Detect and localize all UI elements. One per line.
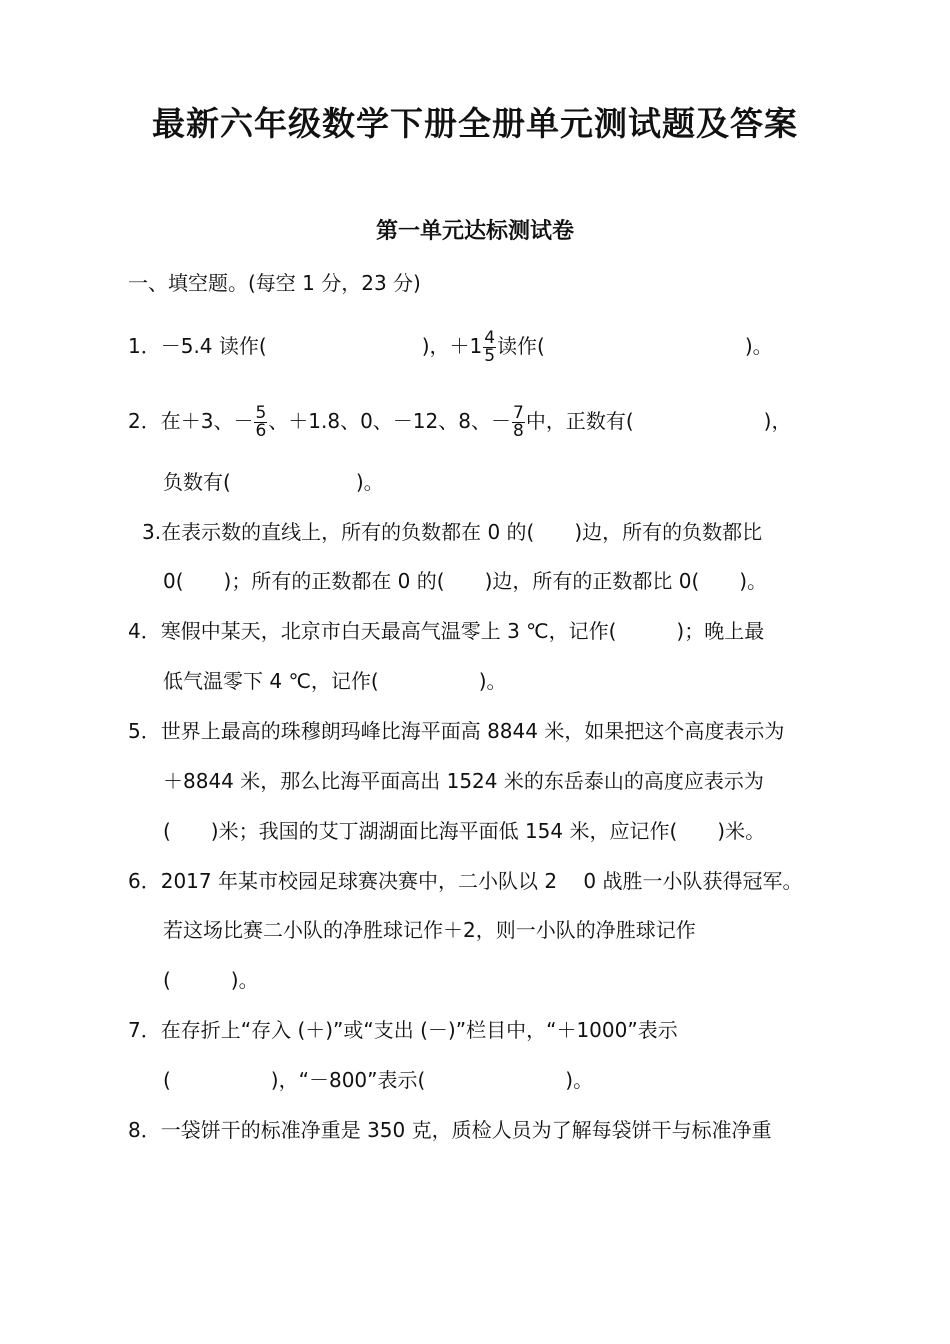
question-2 [128, 405, 791, 440]
question-5-line-1: 5．世界上最高的珠穆朗玛峰比海平面高 8844 米，如果把这个高度表示为 [128, 719, 785, 743]
q2-fraction-1-denominator: 6 [255, 421, 267, 441]
question-6-line-1: 6．2017 年某市校园足球赛决赛中，二小队以 2 0 战胜一小队获得冠军。 [128, 869, 803, 893]
q1-fraction-denominator: 5 [484, 346, 496, 366]
q2-fraction-1-numerator: 5 [255, 403, 267, 423]
question-8-line-1: 8．一袋饼干的标准净重是 350 克，质检人员为了解每袋饼干与标准净重 [128, 1118, 772, 1142]
question-6-line-2: 若这场比赛二小队的净胜球记作＋2，则一小队的净胜球记作 [163, 918, 696, 942]
question-4-line-1: 4．寒假中某天，北京市白天最高气温零上 3 ℃，记作( )；晚上最 [128, 619, 765, 643]
q2-line2-text-b: )。 [355, 470, 384, 494]
question-2-line-2 [163, 467, 384, 497]
q1-text-d: )。 [744, 334, 773, 358]
q2-text-b: 、＋1.8、0、－12、8、－ [268, 409, 511, 433]
q1-fraction-numerator: 4 [484, 328, 496, 348]
q2-fraction-2-numerator: 7 [513, 403, 524, 423]
q2-fraction-2-denominator: 8 [513, 421, 524, 441]
question-7-line-1: 7．在存折上“存入 (＋)”或“支出 (－)”栏目中，“＋1000”表示 [128, 1018, 678, 1042]
section-heading: 一、填空题。(每空 1 分，23 分) [128, 271, 421, 295]
q2-fraction-2 [512, 405, 525, 440]
question-5-line-3: ( )米；我国的艾丁湖湖面比海平面低 154 米，应记作( )米。 [163, 819, 766, 843]
q2-fraction-1 [254, 405, 267, 440]
q2-text-a: 2．在＋3、－ [128, 409, 254, 433]
q2-line2-text-a: 负数有( [163, 470, 231, 494]
q1-text-c: 读作( [497, 334, 545, 358]
question-3-line-2: 0( )；所有的正数都在 0 的( )边，所有的正数都比 0( )。 [163, 569, 768, 593]
q2-text-d: )， [763, 409, 792, 433]
q1-fraction [483, 330, 496, 365]
document-title: 最新六年级数学下册全册单元测试题及答案 [152, 104, 798, 143]
q1-text-a: 1．－5.4 读作( [128, 334, 267, 358]
question-3-line-1: 3.在表示数的直线上，所有的负数都在 0 的( )边，所有的负数都比 [142, 520, 763, 544]
q2-text-c: 中，正数有( [525, 409, 634, 433]
question-1 [128, 330, 773, 365]
question-6-line-3: ( )。 [163, 968, 259, 992]
q1-text-b: )，＋1 [421, 334, 483, 358]
question-4-line-2: 低气温零下 4 ℃，记作( )。 [163, 669, 507, 693]
question-7-line-2: ( )，“－800”表示( )。 [163, 1068, 594, 1092]
question-5-line-2: ＋8844 米，那么比海平面高出 1524 米的东岳泰山的高度应表示为 [163, 769, 764, 793]
unit-test-heading: 第一单元达标测试卷 [375, 218, 574, 244]
